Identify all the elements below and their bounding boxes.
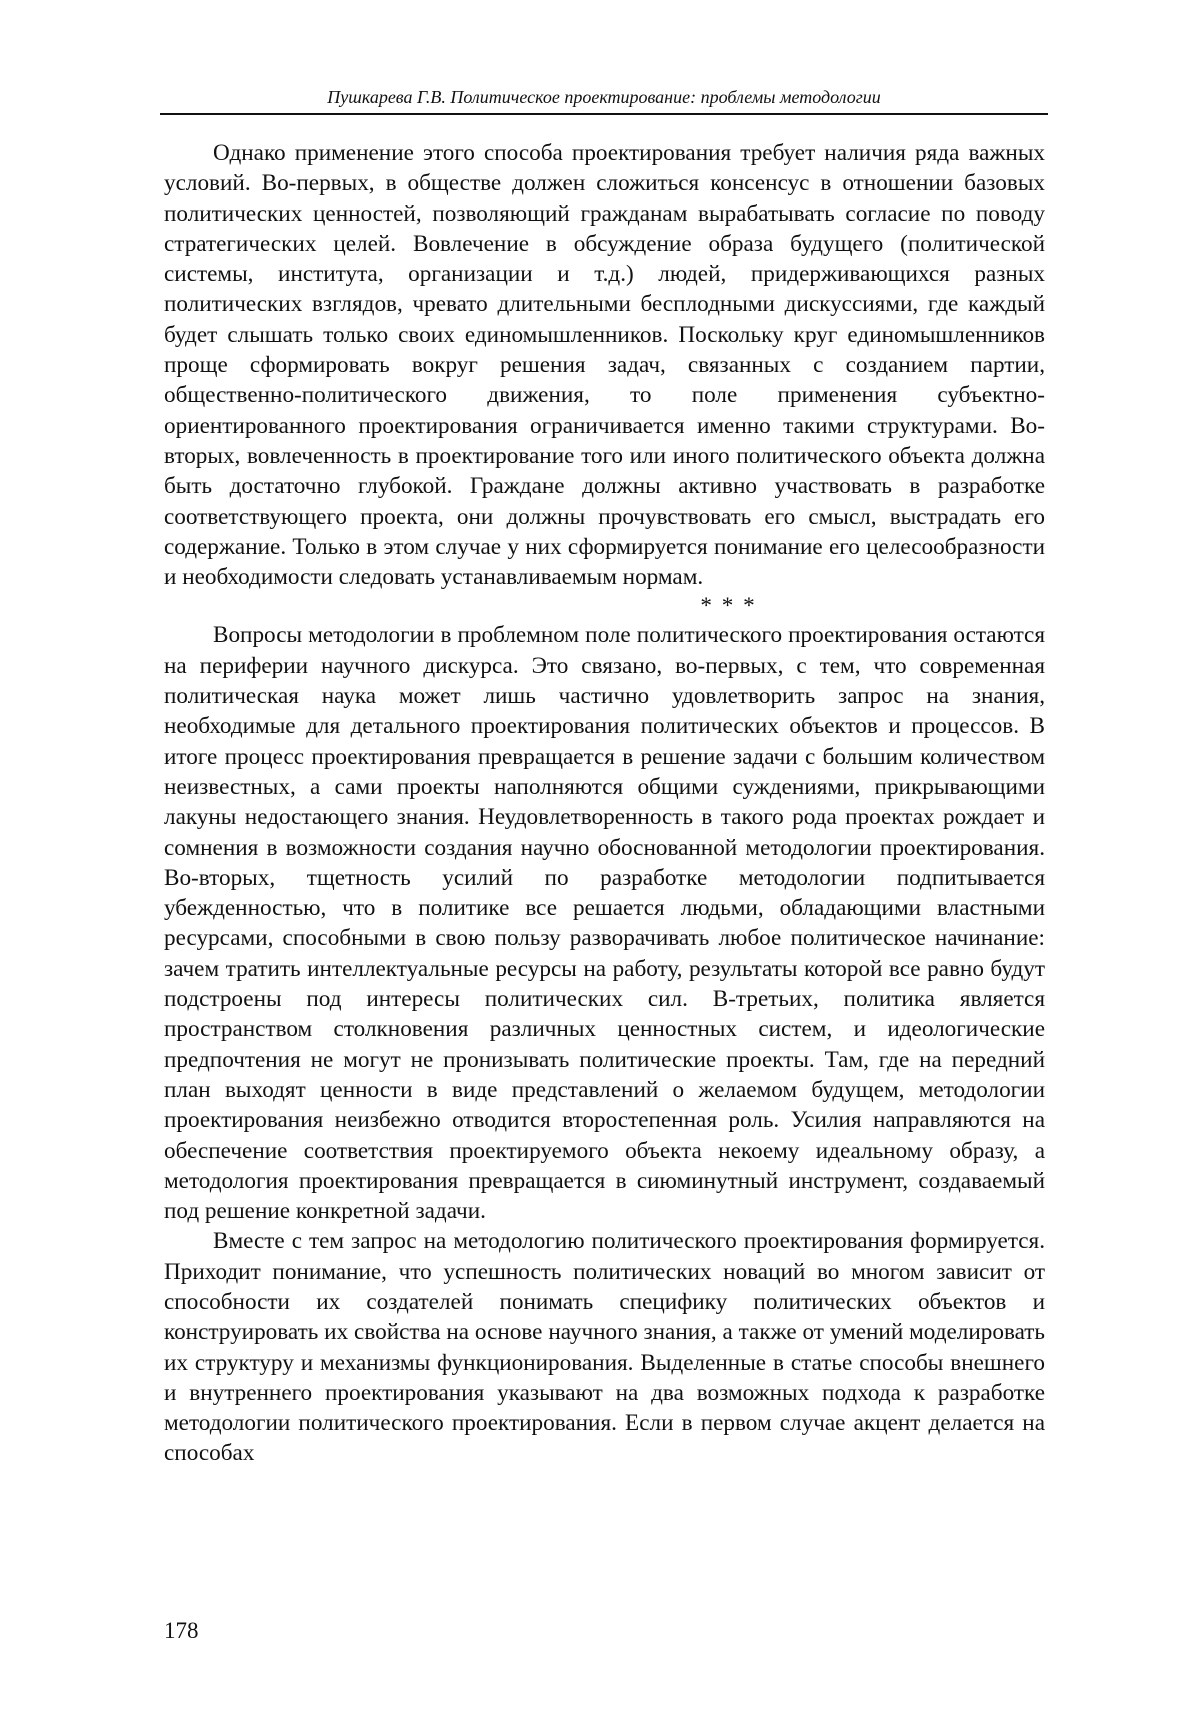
section-separator: * * * — [700, 593, 757, 620]
header-rule — [160, 113, 1048, 115]
paragraph-1: Однако применение этого способа проектирования требует наличия ряда важных условий. Во-первых, в обществе должен сложиться консенсус в отношении базовых политических ценностей, позволяющий гражданам вырабатывать согласие по поводу стратегических целей. Вовлечение в обсуждение образа будущего (политической системы, института, организации и т.д.) людей, придерживающихся разных политических взглядов, чревато длительными бесплодными дискуссиями, где каждый будет слышать только своих единомышленников. Поскольку круг единомышленников проще сформировать вокруг решения задач, связанных с созданием партии, общественно-политического движения, то поле применения субъектно-ориентированного проектирования ограничивается именно такими структурами. Во-вторых, вовлеченность в проектирование того или иного политического объекта должна быть достаточно глубокой. Граждане должны активно участвовать в разработке соответствующего проекта, они должны прочувствовать его смысл, выстрадать его содержание. Только в этом случае у них сформируется понимание его целесообразности и необходимости следовать устанавливаемым нормам. — [164, 140, 1045, 591]
paragraph-3: Вместе с тем запрос на методологию политического проектирования формируется. Приходит понимание, что успешность политических новаций во многом зависит от способности их создателей понимать специфику политических объектов и конструировать их свойства на основе научного знания, а также от умений моделировать их структуру и механизмы функционирования. Выделенные в статье способы внешнего и внутреннего проектирования указывают на два возможных подхода к разработке методологии политического проектирования. Если в первом случае акцент делается на способах — [164, 1228, 1045, 1467]
page-number: 178 — [164, 1618, 199, 1643]
running-header: Пушкарева Г.В. Политическое проектирование: проблемы методологии — [327, 87, 881, 107]
article-body — [164, 138, 1045, 1469]
paragraph-2: Вопросы методологии в проблемном поле политического проектирования остаются на периферии научного дискурса. Это связано, во-первых, с тем, что современная политическая наука может лишь частично удовлетворить запрос на знания, необходимые для детального проектирования политических объектов и процессов. В итоге процесс проектирования превращается в решение задачи с большим количеством неизвестных, а сами проекты наполняются общими суждениями, прикрывающими лакуны недостающего знания. Неудовлетворенность в такого рода проектах рождает и сомнения в возможности создания научно обоснованной методологии проектирования. Во-вторых, тщетность усилий по разработке методологии подпитывается убежденностью, что в политике все решается людьми, обладающими властными ресурсами, способными в свою пользу разворачивать любое политическое начинание: зачем тратить интеллектуальные ресурсы на работу, результаты которой все равно будут подстроены под интересы политических сил. В-третьих, политика является пространством столкновения различных ценностных систем, и идеологические предпочтения не могут не пронизывать политические проекты. Там, где на передний план выходят ценности в виде представлений о желаемом будущем, методологии проектирования неизбежно отводится второстепенная роль. Усилия направляются на обеспечение соответствия проектируемого объекта некоему идеальному образу, а методология проектирования превращается в сиюминутный инструмент, создаваемый под решение конкретной задачи. — [164, 622, 1045, 1225]
